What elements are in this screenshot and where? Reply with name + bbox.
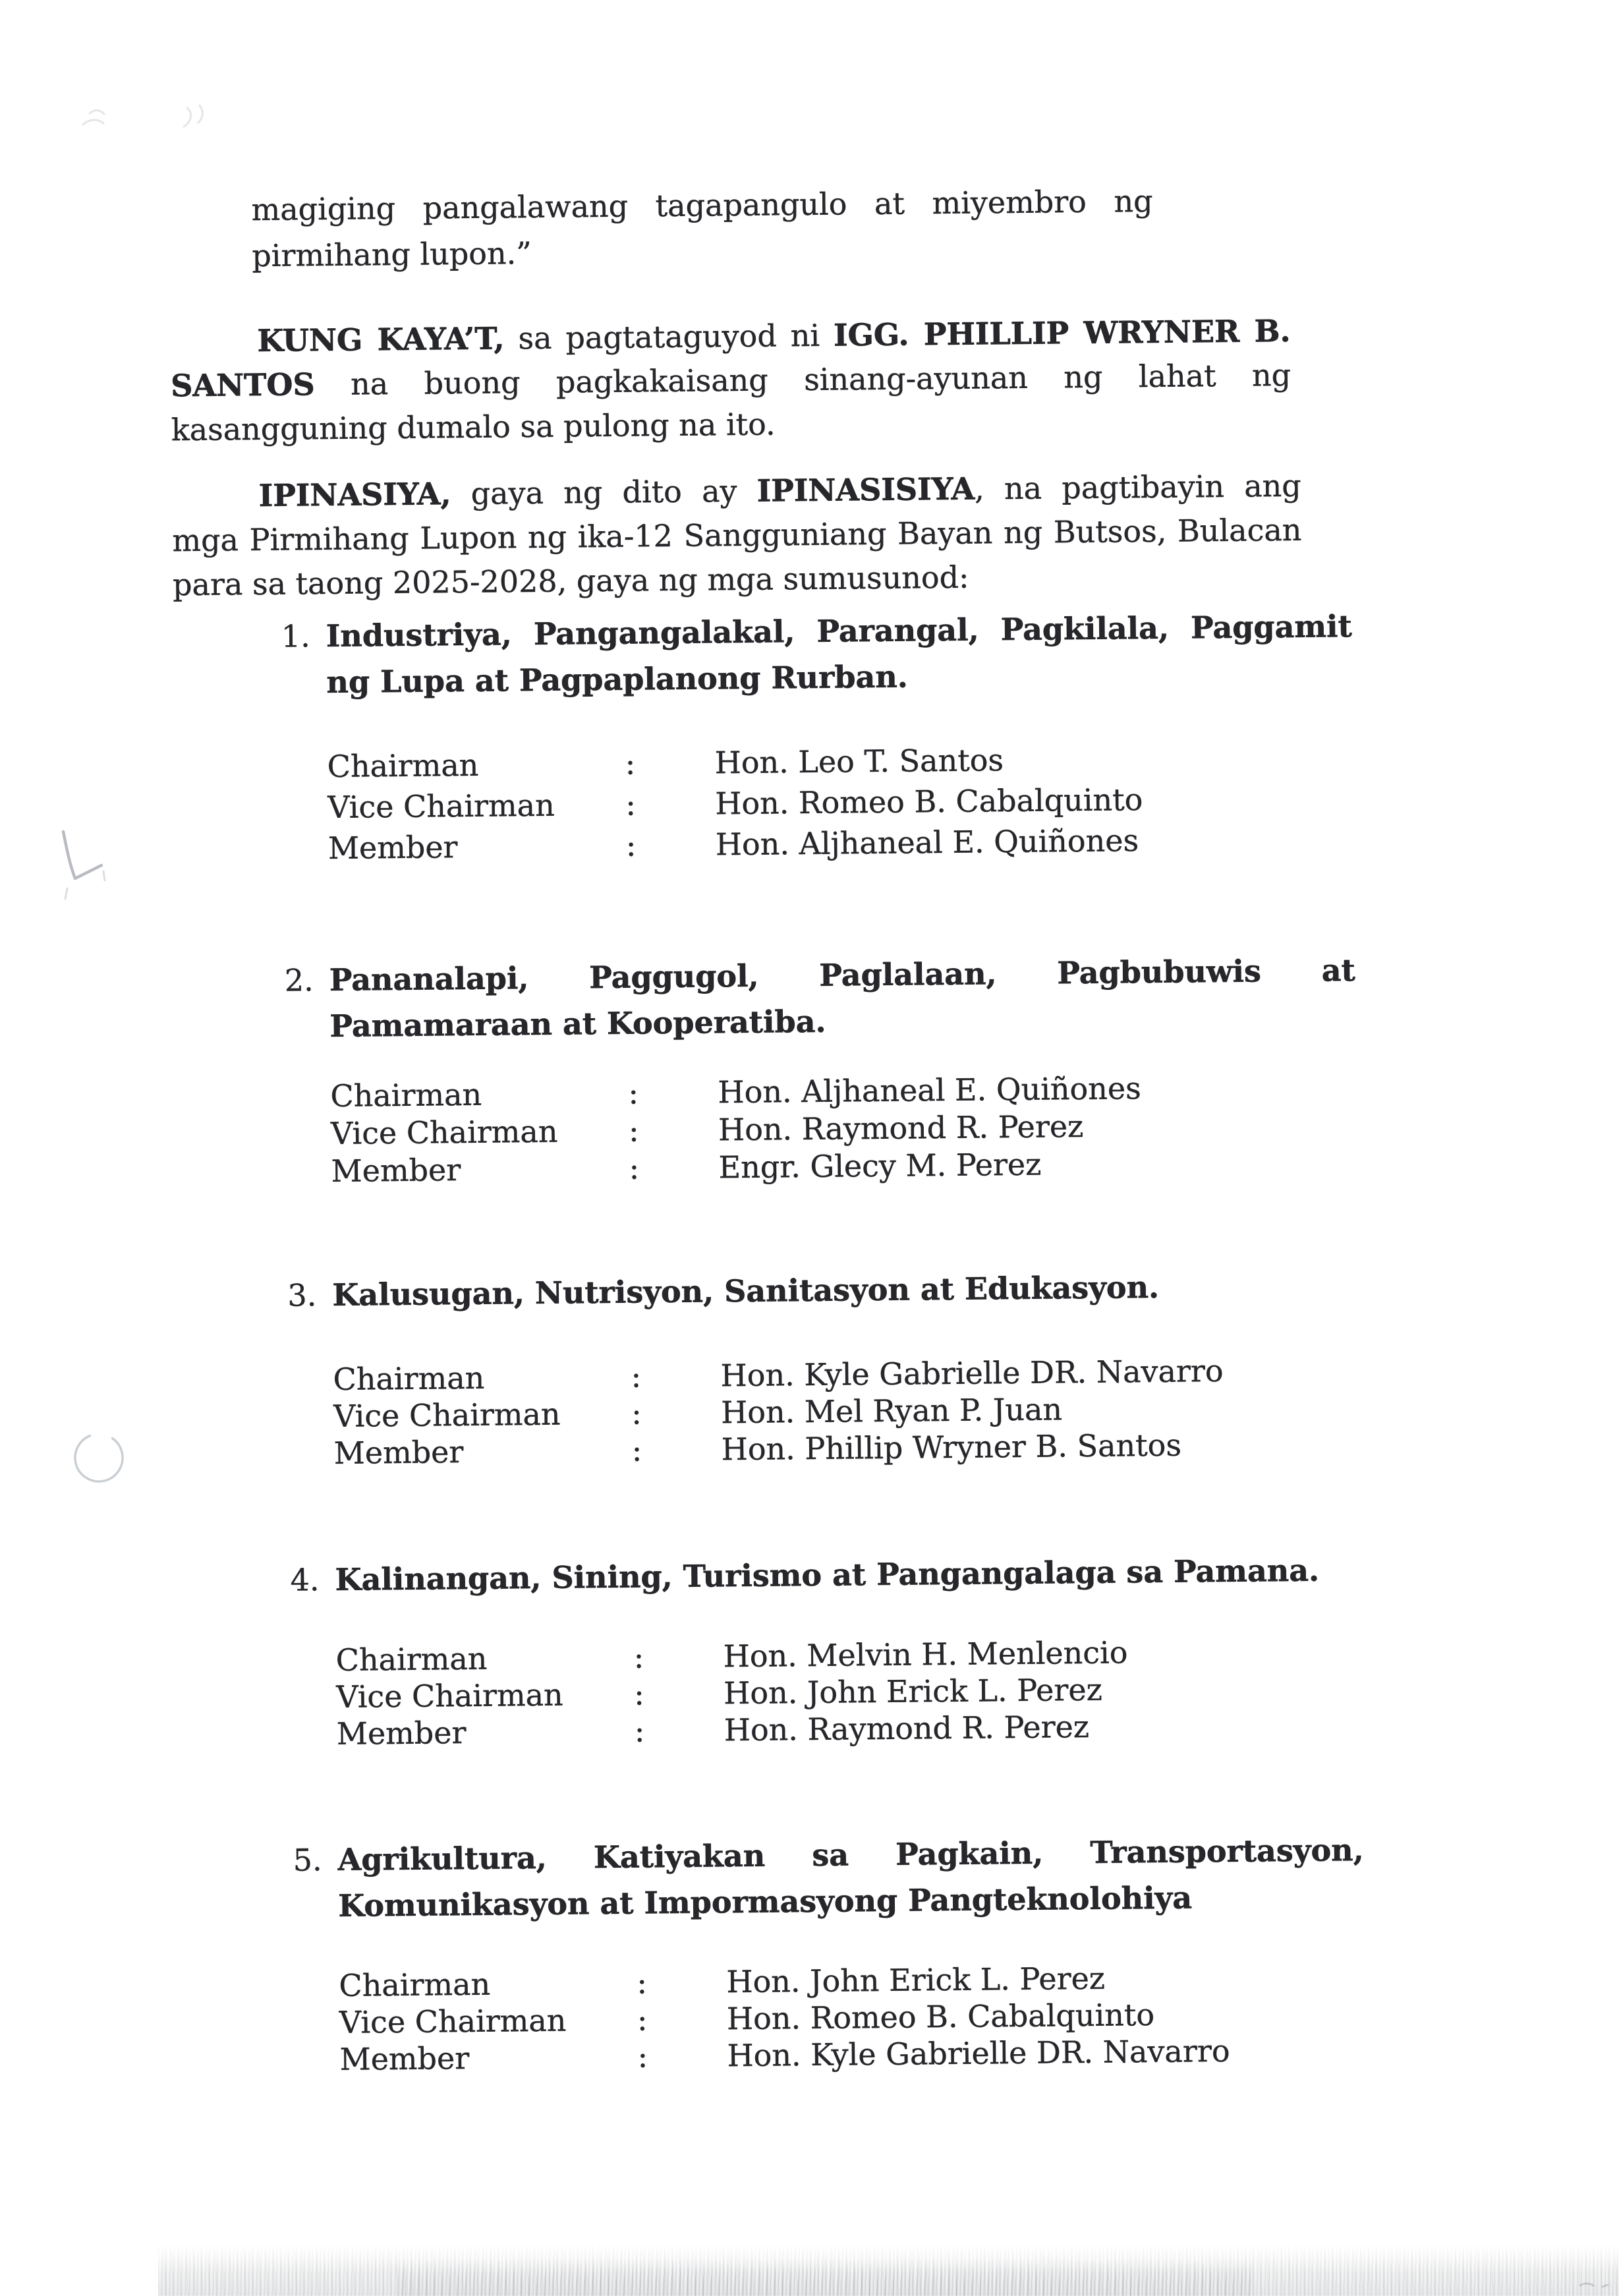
role-label: Member <box>327 829 458 866</box>
paragraph-kung-kayat <box>170 309 1292 452</box>
role-colon: : <box>634 1676 645 1712</box>
committee-title <box>326 603 1352 705</box>
committee-title-line: Pamamaraan at Kooperatiba. <box>329 1003 826 1044</box>
committee-title <box>335 1547 1361 1603</box>
block-quote <box>251 178 1153 279</box>
committee-number: 2. <box>284 962 314 998</box>
role-name: Hon. John Erick L. Perez <box>726 1960 1106 2000</box>
committee-title-line: Kalinangan, Sining, Turismo at Pangangalaga sa Pamana. <box>335 1552 1320 1597</box>
text-line: pirmihang lupon.” <box>252 235 532 274</box>
role-colon: : <box>625 827 637 863</box>
role-colon: : <box>633 1639 644 1675</box>
role-colon: : <box>629 1150 640 1186</box>
role-colon: : <box>625 786 637 822</box>
committee-title <box>329 947 1356 1049</box>
role-label: Chairman <box>339 1966 491 2003</box>
role-label: Member <box>336 1715 467 1752</box>
committee-number: 5. <box>293 1842 322 1878</box>
role-name: Hon. John Erick L. Perez <box>723 1671 1103 1711</box>
role-row <box>328 820 1336 867</box>
role-name: Hon. Aljhaneal E. Quiñones <box>715 822 1139 863</box>
role-label: Member <box>331 1152 461 1189</box>
text-run: mga Pirmihang Lupon ng ika-12 Sangguniang Bayan ng Butsos, Bulacan <box>172 511 1302 559</box>
role-label: Vice Chairman <box>327 787 555 825</box>
role-name: Hon. Mel Ryan P. Juan <box>720 1391 1063 1431</box>
text-run: na buong pagkakaisang sinang-ayunan ng lahat ng <box>314 357 1292 403</box>
text-run: sa pagtataguyod ni <box>504 317 834 357</box>
text-run-bold: SANTOS <box>170 366 315 404</box>
role-row <box>327 780 1336 826</box>
committee-title-line: Komunikasyon at Impormasyong Pangteknolohiya <box>338 1880 1193 1924</box>
role-colon: : <box>637 1965 648 2001</box>
role-name: Hon. Romeo B. Cabalquinto <box>715 782 1143 822</box>
text-run-bold: IGG. PHILLIP WRYNER B. <box>833 312 1291 353</box>
role-colon: : <box>628 1075 639 1111</box>
role-label: Vice Chairman <box>336 1677 563 1715</box>
text-run: kasangguning dumalo sa pulong na ito. <box>171 406 776 448</box>
text-run-bold: IPINASISIYA <box>756 471 975 509</box>
committee-number: 1. <box>281 618 310 654</box>
role-colon: : <box>628 1112 639 1149</box>
role-colon: : <box>637 2038 648 2075</box>
role-colon: : <box>631 1395 642 1431</box>
role-name: Hon. Kyle Gabrielle DR. Navarro <box>727 2032 1230 2074</box>
role-name: Engr. Glecy M. Perez <box>718 1146 1042 1186</box>
committee-title-line: Kalusugan, Nutrisyon, Sanitasyon at Edukasyon. <box>332 1269 1160 1313</box>
committee-number: 4. <box>290 1562 320 1598</box>
text-line: magiging pangalawang tagapangulo at miyembro ng <box>251 183 1153 228</box>
role-label: Vice Chairman <box>333 1396 561 1434</box>
role-label: Chairman <box>327 747 479 785</box>
committee-title-line: ng Lupa at Pagpaplanong Rurban. <box>326 658 909 701</box>
role-name: Hon. Leo T. Santos <box>714 742 1004 781</box>
committee-title-line: Industriya, Pangangalakal, Parangal, Pagkilala, Paggamit <box>326 608 1353 654</box>
role-name: Hon. Kyle Gabrielle DR. Navarro <box>720 1352 1224 1394</box>
role-label: Member <box>339 2040 470 2077</box>
text-run: , na pagtibayin ang <box>974 467 1301 507</box>
role-colon: : <box>631 1358 642 1394</box>
role-colon: : <box>631 1432 642 1468</box>
role-label: Member <box>333 1434 464 1471</box>
committee-title <box>332 1262 1359 1318</box>
committee-title-line: Agrikultura, Katiyakan sa Pagkain, Transportasyon, <box>337 1831 1364 1878</box>
role-name: Hon. Phillip Wryner B. Santos <box>721 1427 1182 1468</box>
committee-number: 3. <box>287 1277 317 1313</box>
text-run-bold: IPINASIYA, <box>258 476 451 513</box>
role-colon: : <box>625 745 636 782</box>
role-name: Hon. Raymond R. Perez <box>724 1708 1090 1748</box>
text-run: para sa taong 2025-2028, gaya ng mga sumusunod: <box>172 559 969 603</box>
role-label: Chairman <box>335 1640 488 1678</box>
scan-noise-band <box>395 2259 1252 2296</box>
committee-title <box>337 1827 1364 1929</box>
role-label: Chairman <box>333 1360 485 1397</box>
text-run-bold: KUNG KAYA’T, <box>257 320 505 359</box>
role-colon: : <box>634 1713 645 1749</box>
role-label: Vice Chairman <box>330 1113 558 1151</box>
role-colon: : <box>637 2001 648 2038</box>
role-row <box>327 739 1335 786</box>
committee-title-line: Pananalapi, Paggugol, Paglalaan, Pagbubuwis at <box>329 952 1356 998</box>
role-name: Hon. Melvin H. Menlencio <box>723 1634 1128 1675</box>
text-run: gaya ng dito ay <box>451 473 757 512</box>
role-name: Hon. Romeo B. Cabalquinto <box>726 1997 1155 2037</box>
paragraph-ipinasiya <box>171 464 1302 607</box>
role-name: Hon. Raymond R. Perez <box>718 1108 1084 1148</box>
role-label: Vice Chairman <box>339 2002 567 2040</box>
role-label: Chairman <box>330 1076 482 1114</box>
role-name: Hon. Aljhaneal E. Quiñones <box>718 1070 1141 1110</box>
